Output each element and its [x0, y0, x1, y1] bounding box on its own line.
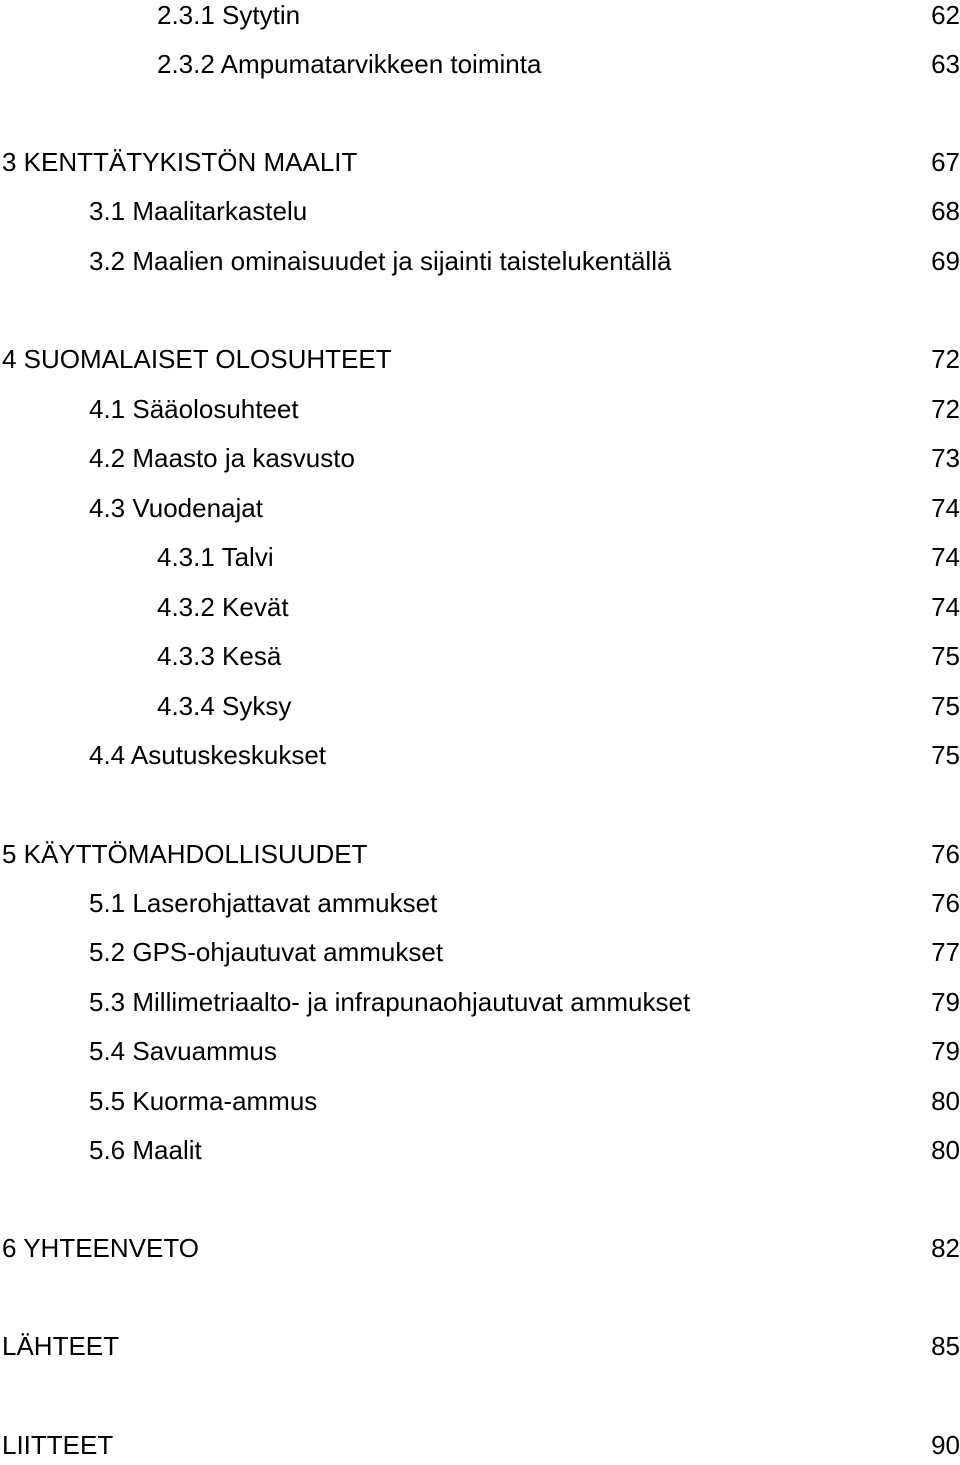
toc-entry-page-number: 80 [931, 1135, 960, 1165]
toc-entry [0, 537, 960, 577]
toc-entry-page-number: 90 [931, 1430, 960, 1460]
toc-entry-title: 5 KÄYTTÖMAHDOLLISUUDET [2, 839, 368, 869]
toc-entry-page-number: 74 [931, 542, 960, 572]
toc-entry-title: 4.1 Sääolosuhteet [89, 394, 299, 424]
toc-entry-page-number: 77 [931, 937, 960, 967]
toc-entry-page-number: 82 [931, 1233, 960, 1263]
toc-entry-title: 4.3.1 Talvi [157, 542, 274, 572]
toc-entry-page-number: 62 [931, 0, 960, 30]
toc-entry [0, 982, 960, 1022]
toc-entry-title: 5.2 GPS-ohjautuvat ammukset [89, 937, 444, 967]
toc-entry-title: 5.6 Maalit [89, 1135, 202, 1165]
toc-entry-title: 5.1 Laserohjattavat ammukset [89, 888, 438, 918]
toc-entry-title: 4.3 Vuodenajat [89, 493, 263, 523]
toc-entry-page-number: 80 [931, 1086, 960, 1116]
toc-entry [0, 488, 960, 528]
toc-entry [0, 389, 960, 429]
toc-entry [0, 686, 960, 726]
toc-entry-title: 2.3.2 Ampumatarvikkeen toiminta [157, 49, 542, 79]
toc-entry-title: 3.1 Maalitarkastelu [89, 196, 308, 226]
toc-entry-title: LÄHTEET [2, 1331, 120, 1361]
toc-entry-page-number: 85 [931, 1331, 960, 1361]
toc-entry-title: 5.4 Savuammus [89, 1036, 277, 1066]
toc-entry [0, 241, 960, 281]
toc-entry-title: 4.3.4 Syksy [157, 691, 292, 721]
toc-entry [0, 438, 960, 478]
toc-entry-page-number: 79 [931, 987, 960, 1017]
toc-entry-page-number: 72 [931, 394, 960, 424]
toc-entry [0, 932, 960, 972]
toc-entry-title: 6 YHTEENVETO [2, 1233, 199, 1263]
toc-entry-title: 4.2 Maasto ja kasvusto [89, 443, 355, 473]
toc-entry-page-number: 76 [931, 888, 960, 918]
toc-entry-title: 4.4 Asutuskeskukset [89, 740, 327, 770]
toc-entry-title: 5.5 Kuorma-ammus [89, 1086, 318, 1116]
toc-entry [0, 1031, 960, 1071]
toc-entry [0, 191, 960, 231]
toc-entry [0, 1425, 960, 1465]
toc-entry-page-number: 63 [931, 49, 960, 79]
toc-entry [0, 834, 960, 874]
toc-entry [0, 44, 960, 84]
toc-entry-title: 5.3 Millimetriaalto- ja infrapunaohjautuvat ammukset [89, 987, 691, 1017]
toc-entry-title: 3 KENTTÄTYKISTÖN MAALIT [2, 147, 358, 177]
toc-entry-page-number: 69 [931, 246, 960, 276]
toc-entry [0, 587, 960, 627]
toc-entry [0, 1326, 960, 1366]
toc-entry-title: 4.3.2 Kevät [157, 592, 289, 622]
toc-entry-page-number: 76 [931, 839, 960, 869]
toc-entry-page-number: 73 [931, 443, 960, 473]
toc-entry-page-number: 68 [931, 196, 960, 226]
toc-entry-page-number: 74 [931, 592, 960, 622]
toc-entry-page-number: 72 [931, 344, 960, 374]
toc-entry-title: 2.3.1 Sytytin [157, 0, 301, 30]
toc-entry-title: 3.2 Maalien ominaisuudet ja sijainti taistelukentällä [89, 246, 672, 276]
toc-entry-title: LIITTEET [2, 1430, 114, 1460]
toc-entry-page-number: 67 [931, 147, 960, 177]
toc-entry [0, 883, 960, 923]
toc-entry [0, 0, 960, 35]
toc-entry [0, 339, 960, 379]
toc-entry-page-number: 74 [931, 493, 960, 523]
toc-entry-title: 4.3.3 Kesä [157, 641, 282, 671]
toc-entry [0, 1228, 960, 1268]
toc-entry-title: 4 SUOMALAISET OLOSUHTEET [2, 344, 392, 374]
toc-entry [0, 142, 960, 182]
toc-entry-page-number: 79 [931, 1036, 960, 1066]
toc-entry-page-number: 75 [931, 691, 960, 721]
toc-entry-page-number: 75 [931, 641, 960, 671]
toc-entry [0, 735, 960, 775]
toc-entry [0, 1130, 960, 1170]
toc-entry-page-number: 75 [931, 740, 960, 770]
toc-entry [0, 1081, 960, 1121]
toc-entry [0, 636, 960, 676]
